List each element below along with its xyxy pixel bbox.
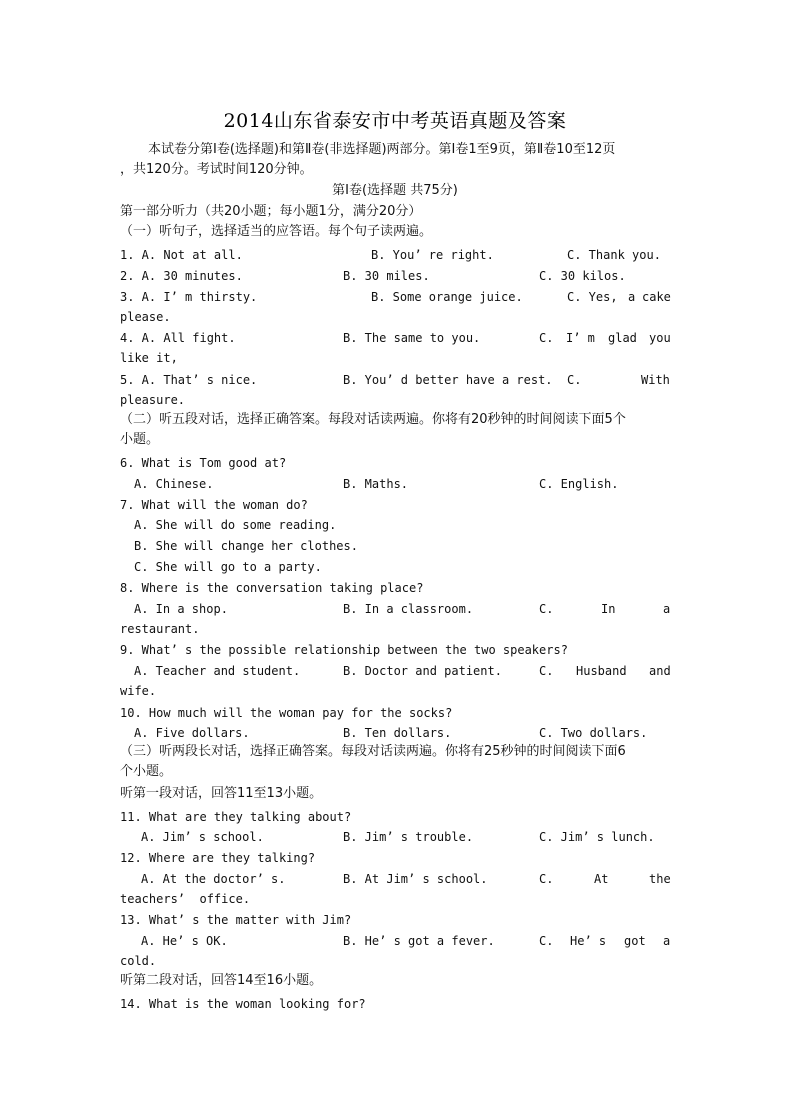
- q5-option-a: 5. A. That’ s nice.: [120, 373, 258, 387]
- q9-option-c-word: and: [649, 664, 671, 678]
- question-5: [0, 370, 790, 390]
- question-10-options: [0, 723, 790, 743]
- q1-option-a: 1. A. Not at all.: [120, 248, 243, 262]
- q9-continuation: wife.: [120, 684, 157, 698]
- q13-option-c-word: a: [663, 934, 671, 948]
- q4-option-c: C.: [539, 331, 554, 345]
- part-heading: 第一部分听力（共20小题；每小题1分，满分20分）: [120, 204, 422, 219]
- section-2-heading-cont: 小题。: [120, 432, 160, 447]
- q8-option-c-word: In: [601, 602, 616, 616]
- question-12-options: [0, 869, 790, 889]
- q8-option-c-word: a: [663, 602, 671, 616]
- q9-option-c: C.: [539, 664, 554, 678]
- q5-option-c: C.: [567, 373, 582, 387]
- question-9-options: [0, 661, 790, 681]
- question-2: [0, 266, 790, 286]
- q12-option-c: C.: [539, 872, 554, 886]
- volume-heading: 第Ⅰ卷(选择题 共75分): [332, 183, 458, 198]
- q5-continuation: pleasure.: [120, 393, 186, 407]
- q9-stem: 9. What’ s the possible relationship between the two speakers?: [120, 643, 568, 657]
- q13-continuation: cold.: [120, 954, 157, 968]
- q12-option-c-word: At: [594, 872, 609, 886]
- q4-option-c-word: glad: [608, 331, 637, 345]
- section-2-heading: （二）听五段对话，选择正确答案。每段对话读两遍。你将有20秒钟的时间阅读下面5个: [120, 412, 626, 427]
- q13-option-c-word: He’ s: [570, 934, 607, 948]
- q8-option-a: A. In a shop.: [134, 602, 228, 616]
- question-8-options: [0, 599, 790, 619]
- q3-continuation: please.: [120, 310, 171, 324]
- q8-option-c: C.: [539, 602, 554, 616]
- q9-option-a: A. Teacher and student.: [134, 664, 301, 678]
- intro-line-1: 本试卷分第Ⅰ卷(选择题)和第Ⅱ卷(非选择题)两部分。第Ⅰ卷1至9页，第Ⅱ卷10至12页: [148, 142, 616, 157]
- q13-option-b: B. He’ s got a fever.: [343, 934, 495, 948]
- q7-option-c: C. She will go to a party.: [134, 560, 322, 574]
- q9-option-b: B. Doctor and patient.: [343, 664, 502, 678]
- question-3: [0, 287, 790, 307]
- intro-line-2: ，共120分。考试时间120分钟。: [120, 162, 313, 177]
- q13-stem: 13. What’ s the matter with Jim?: [120, 913, 352, 927]
- question-13-options: [0, 931, 790, 951]
- q12-continuation: teachers’ office.: [120, 892, 251, 906]
- section-1-heading: （一）听句子，选择适当的应答语。每个句子读两遍。: [120, 224, 433, 239]
- q9-option-c-word: Husband: [576, 664, 627, 678]
- q8-option-b: B. In a classroom.: [343, 602, 474, 616]
- q14-stem: 14. What is the woman looking for?: [120, 997, 366, 1011]
- q2-option-a: 2. A. 30 minutes.: [120, 269, 243, 283]
- q7-option-a: A. She will do some reading.: [134, 518, 337, 532]
- q6-option-b: B. Maths.: [343, 477, 409, 491]
- q12-option-b: B. At Jim’ s school.: [343, 872, 488, 886]
- q8-stem: 8. Where is the conversation taking place?: [120, 581, 424, 595]
- q4-continuation: like it,: [120, 351, 178, 365]
- q6-stem: 6. What is Tom good at?: [120, 456, 287, 470]
- q5-option-b: B. You’ d better have a rest.: [343, 373, 553, 387]
- q12-stem: 12. Where are they talking?: [120, 851, 316, 865]
- q11-stem: 11. What are they talking about?: [120, 810, 352, 824]
- q13-option-c: C.: [539, 934, 554, 948]
- q12-option-a: A. At the doctor’ s.: [141, 872, 286, 886]
- q4-option-c-word: you: [649, 331, 671, 345]
- section-3-heading: （三）听两段长对话，选择正确答案。每段对话读两遍。你将有25秒钟的时间阅读下面6: [120, 744, 626, 759]
- q8-continuation: restaurant.: [120, 622, 200, 636]
- q11-option-b: B. Jim’ s trouble.: [343, 830, 474, 844]
- q5-option-c-word: With: [641, 373, 670, 387]
- question-11-options: [0, 827, 790, 847]
- q3-option-a: 3. A. I’ m thirsty.: [120, 290, 258, 304]
- q13-option-c-word: got: [624, 934, 646, 948]
- q7-stem: 7. What will the woman do?: [120, 498, 308, 512]
- q13-option-a: A. He’ s OK.: [141, 934, 228, 948]
- question-4: [0, 328, 790, 348]
- q10-option-c: C. Two dollars.: [539, 726, 648, 740]
- question-6-options: [0, 474, 790, 494]
- q11-option-a: A. Jim’ s school.: [141, 830, 264, 844]
- page-title: 2014山东省泰安市中考英语真题及答案: [223, 110, 567, 132]
- q2-option-c: C. 30 kilos.: [539, 269, 626, 283]
- q3-option-c-word: cake: [642, 290, 671, 304]
- q4-option-b: B. The same to you.: [343, 331, 481, 345]
- q2-option-b: B. 30 miles.: [343, 269, 430, 283]
- q10-stem: 10. How much will the woman pay for the socks?: [120, 706, 453, 720]
- dialogue-1-heading: 听第一段对话，回答11至13小题。: [120, 786, 323, 801]
- q3-option-c: C. Yes,: [567, 290, 618, 304]
- dialogue-2-heading: 听第二段对话，回答14至16小题。: [120, 973, 323, 988]
- q10-option-a: A. Five dollars.: [134, 726, 250, 740]
- q4-option-a: 4. A. All fight.: [120, 331, 236, 345]
- q7-option-b: B. She will change her clothes.: [134, 539, 358, 553]
- q1-option-c: C. Thank you.: [567, 248, 661, 262]
- q1-option-b: B. You’ re right.: [371, 248, 494, 262]
- question-1: [0, 245, 790, 265]
- q3-option-c-word: a: [628, 290, 636, 304]
- section-3-heading-cont: 个小题。: [120, 764, 173, 779]
- q6-option-c: C. English.: [539, 477, 619, 491]
- q12-option-c-word: the: [649, 872, 671, 886]
- q4-option-c-word: I’ m: [566, 331, 595, 345]
- q3-option-b: B. Some orange juice.: [371, 290, 523, 304]
- q11-option-c: C. Jim’ s lunch.: [539, 830, 655, 844]
- q10-option-b: B. Ten dollars.: [343, 726, 452, 740]
- q6-option-a: A. Chinese.: [134, 477, 214, 491]
